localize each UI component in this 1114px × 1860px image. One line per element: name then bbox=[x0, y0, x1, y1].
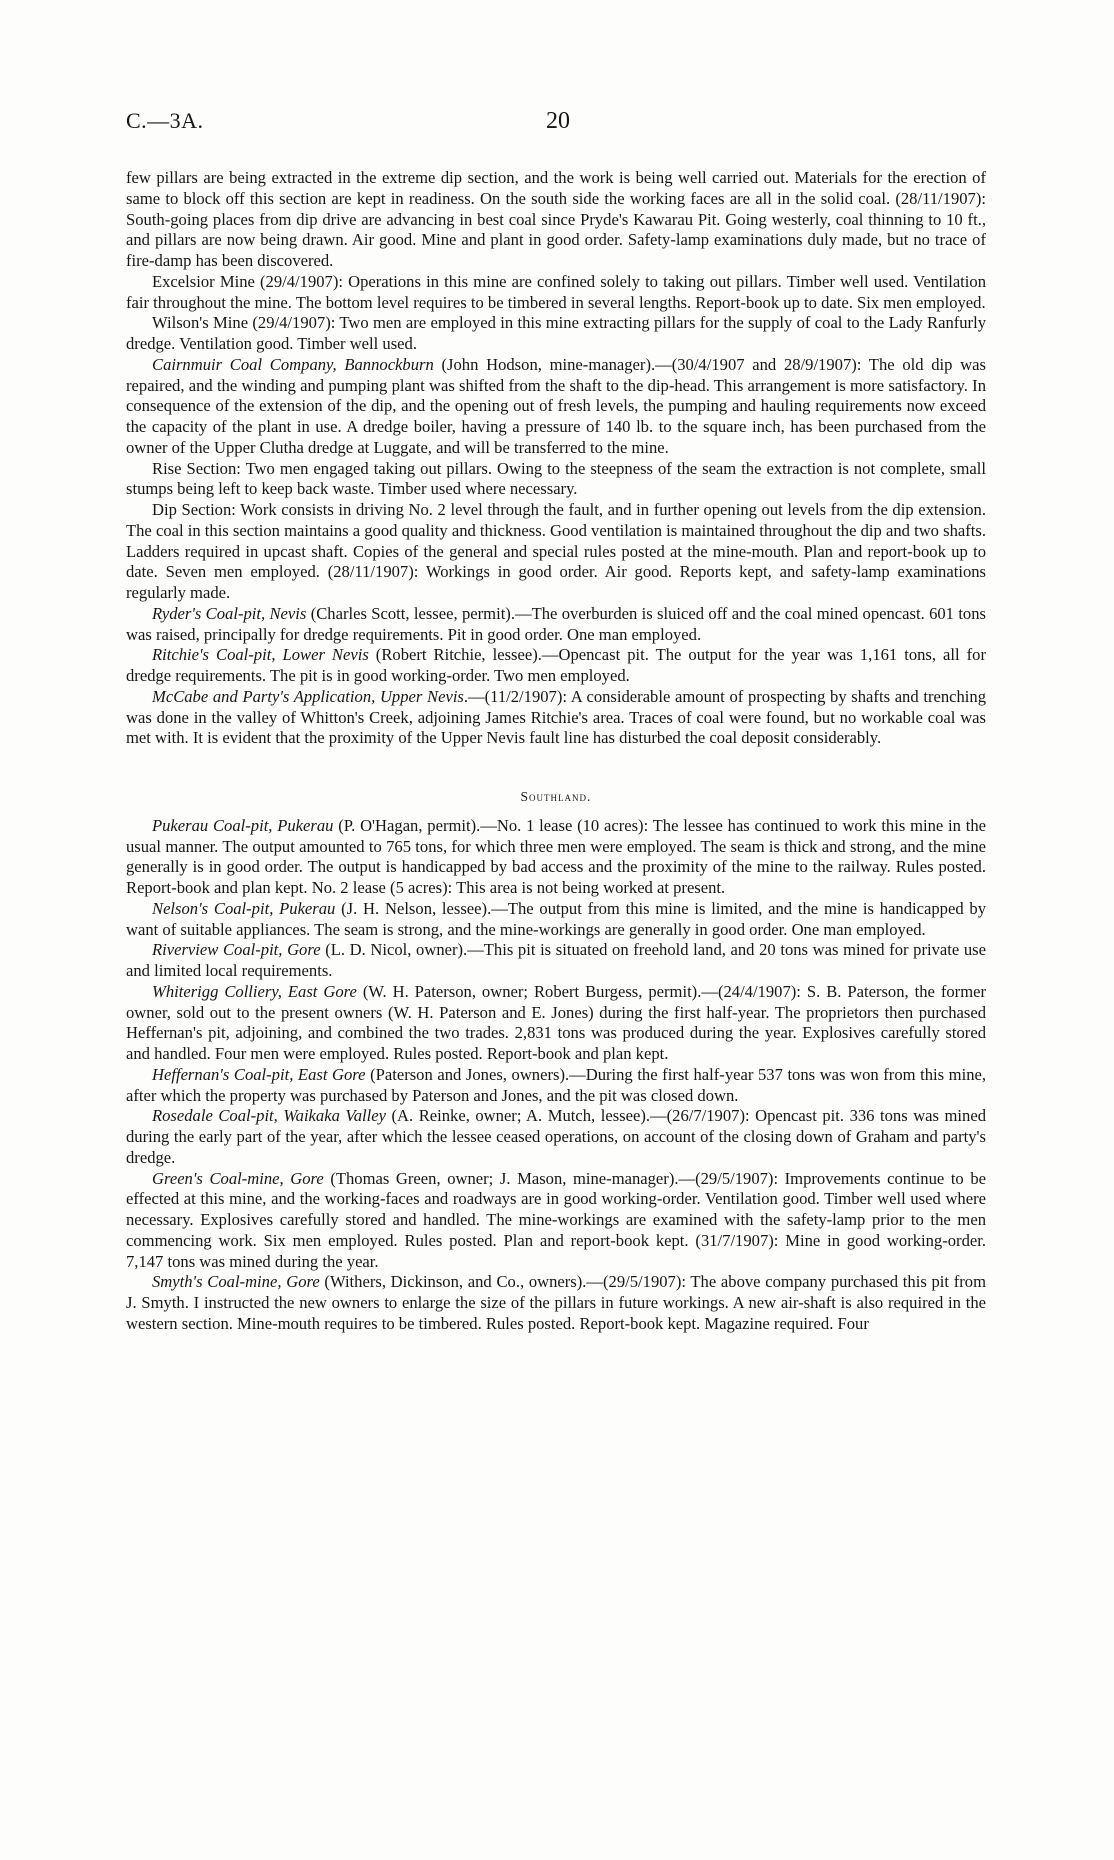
paragraph: Ritchie's Coal-pit, Lower Nevis (Robert Ritchie, lessee).—Opencast pit. The output for the year was 1,161 tons, all for dredge requirements. The pit is in good working-order. Two men employed. bbox=[126, 645, 986, 685]
paragraph: Excelsior Mine (29/4/1907): Operations in this mine are confined solely to taking out pillars. Timber well used. Ventilation fair throughout the mine. The bottom level requires to be timbered in several lengths. Report-book up to date. Six men employed. bbox=[126, 271, 986, 312]
page-number: 20 bbox=[546, 108, 570, 134]
paragraph: Green's Coal-mine, Gore (Thomas Green, owner; J. Mason, mine-manager).—(29/5/1907): Improvements continue to be effected at this mine, and the working-faces and roadways are in good working-order. Ventilation good. Timber well used where necessary. Explosives carefully stored and handled. The mine-workings are examined with the safety-lamp prior to the men commencing work. Six men employed. Rules posted. Plan and report-book kept. (31/7/1907): Mine in good working-order. 7,147 tons was mined during the year. bbox=[126, 1168, 986, 1271]
paragraph: Nelson's Coal-pit, Pukerau (J. H. Nelson, lessee).—The output from this mine is limited, and the mine is handicapped by want of suitable appliances. The seam is strong, and the mine-workings are generally in good order. One man employed. bbox=[126, 898, 986, 939]
section-heading-southland: Southland. bbox=[520, 789, 592, 804]
paragraph: Rosedale Coal-pit, Waikaka Valley (A. Reinke, owner; A. Mutch, lessee).—(26/7/1907): Opencast pit. 336 tons was mined during the early part of the year, after which the lessee ceased operations, on account of the closing down of Graham and party's dredge. bbox=[126, 1106, 987, 1167]
paragraph: Whiterigg Colliery, East Gore (W. H. Paterson, owner; Robert Burgess, permit).—(24/4/1907): S. B. Paterson, the former owner, sold out to the present owners (W. H. Paterson and E. Jones) during the first half-year. The proprietors then purchased Heffernan's pit, adjoining, and combined the two trades. 2,831 tons was produced during the year. Explosives carefully stored and handled. Four men were employed. Rules posted. Report-book and plan kept. bbox=[126, 981, 987, 1063]
paragraph: McCabe and Party's Application, Upper Nevis.—(11/2/1907): A considerable amount of prospecting by shafts and trenching was done in the valley of Whitton's Creek, adjoining James Ritchie's area. Traces of coal were found, but no workable coal was met with. It is evident that the proximity of the Upper Nevis fault line has disturbed the coal deposit considerably. bbox=[126, 686, 986, 748]
paragraph: Ryder's Coal-pit, Nevis (Charles Scott, lessee, permit).—The overburden is sluiced off and the coal mined opencast. 601 tons was raised, principally for dredge requirements. Pit in good order. One man employed. bbox=[126, 603, 986, 644]
mine-name: Green's Coal-mine, Gore bbox=[152, 1168, 324, 1188]
mine-name: Heffernan's Coal-pit, East Gore bbox=[152, 1064, 366, 1084]
paragraph: Dip Section: Work consists in driving No. 2 level through the fault, and in further opening out levels from the dip extension. The coal in this section maintains a good quality and thickness. Good ventilation is maintained throughout the dip and two shafts. Ladders required in upcast shaft. Copies of the general and special rules posted at the mine-mouth. Plan and report-book up to date. Seven men employed. (28/11/1907): Workings in good order. Air good. Reports kept, and safety-lamp examinations regularly made. bbox=[126, 500, 986, 602]
paragraph: Cairnmuir Coal Company, Bannockburn (John Hodson, mine-manager).—(30/4/1907 and 28/9/1907): The old dip was repaired, and the winding and pumping plant was shifted from the shaft to the dip-head. This arrangement is more satisfactory. In consequence of the extension of the dip, and the opening out of fresh levels, the pumping and hauling requirements now exceed the capacity of the plant in use. A dredge boiler, having a pressure of 140 lb. to the square inch, has been purchased from the owner of the Upper Clutha dredge at Luggate, and will be transferred to the mine. bbox=[126, 354, 986, 457]
mine-name: Whiterigg Colliery, East Gore bbox=[152, 981, 357, 1001]
mine-name: Nelson's Coal-pit, Pukerau bbox=[152, 898, 336, 918]
paragraph: Heffernan's Coal-pit, East Gore (Paterson and Jones, owners).—During the first half-year 537 tons was won from this mine, after which the property was purchased by Paterson and Jones, and the pit was closed down. bbox=[126, 1064, 987, 1105]
paragraph: Riverview Coal-pit, Gore (L. D. Nicol, owner).—This pit is situated on freehold land, and 20 tons was mined for private use and limited local requirements. bbox=[126, 940, 986, 980]
mine-name: Cairnmuir Coal Company, Bannockburn bbox=[152, 354, 434, 374]
paragraph: Pukerau Coal-pit, Pukerau (P. O'Hagan, permit).—No. 1 lease (10 acres): The lessee has continued to work this mine in the usual manner. The output amounted to 765 tons, for which three men were employed. The seam is thick and strong, and the mine generally is in good order. The output is handicapped by bad access and the proximity of the mine to the railway. Rules posted. Report-book and plan kept. No. 2 lease (5 acres): This area is not being worked at present. bbox=[126, 815, 986, 897]
mine-name: Ritchie's Coal-pit, Lower Nevis bbox=[152, 645, 369, 665]
paragraph: Smyth's Coal-mine, Gore (Withers, Dickinson, and Co., owners).—(29/5/1907): The above company purchased this pit from J. Smyth. I instructed the new owners to enlarge the size of the pillars in future workings. A new air-shaft is also required in the western section. Mine-mouth requires to be timbered. Rules posted. Report-book kept. Magazine required. Four bbox=[126, 1272, 987, 1333]
report-reference: C.—3A. bbox=[126, 108, 204, 133]
mine-name: Ryder's Coal-pit, Nevis bbox=[152, 603, 307, 623]
page-body bbox=[126, 168, 986, 1335]
paragraph: few pillars are being extracted in the extreme dip section, and the work is being well carried out. Materials for the erection of same to block off this section are kept in readiness. On the south side the working faces are all in the solid coal. (28/11/1907): South-going places from dip drive are advancing in best coal since Pryde's Kawarau Pit. Going westerly, coal thinning to 10 ft., and pillars are now being drawn. Air good. Mine and plant in good order. Safety-lamp examinations duly made, but no trace of fire-damp has been discovered. bbox=[126, 168, 986, 270]
paragraph: Rise Section: Two men engaged taking out pillars. Owing to the steepness of the seam the extraction is not complete, small stumps being left to keep back waste. Timber used where necessary. bbox=[126, 458, 986, 499]
paragraph: Wilson's Mine (29/4/1907): Two men are employed in this mine extracting pillars for the supply of coal to the Lady Ranfurly dredge. Ventilation good. Timber well used. bbox=[126, 313, 986, 353]
mine-name: Pukerau Coal-pit, Pukerau bbox=[152, 815, 334, 835]
mine-name: Riverview Coal-pit, Gore bbox=[152, 940, 321, 960]
mine-name: Rosedale Coal-pit, Waikaka Valley bbox=[152, 1106, 386, 1126]
mine-name: McCabe and Party's Application, Upper Nevis bbox=[152, 686, 464, 706]
page-header bbox=[126, 108, 986, 142]
mine-name: Smyth's Coal-mine, Gore bbox=[152, 1272, 320, 1292]
